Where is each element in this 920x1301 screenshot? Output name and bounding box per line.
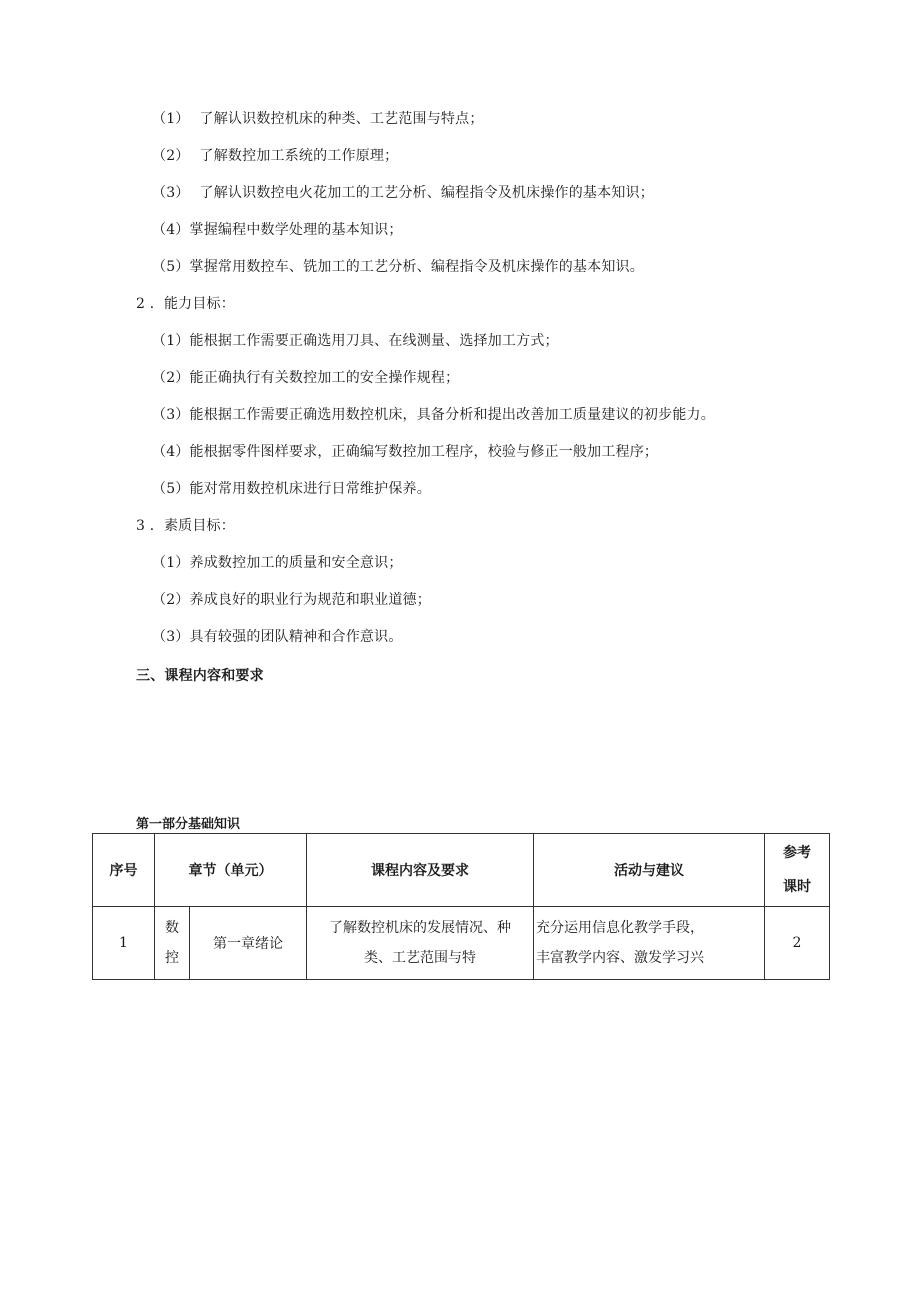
quality-item bbox=[152, 553, 403, 573]
ability-heading: 2 ．能力目标： bbox=[136, 296, 235, 312]
course-table bbox=[92, 833, 830, 980]
quality-item bbox=[152, 590, 431, 610]
part-title: 第一部分基础知识 bbox=[136, 817, 241, 832]
header-chapter: 章节（单元） bbox=[155, 834, 307, 907]
item-number: （5） bbox=[152, 259, 190, 275]
ability-item bbox=[152, 479, 431, 499]
item-number: （3） bbox=[152, 185, 190, 201]
table-row bbox=[93, 907, 830, 980]
item-text: 养成良好的职业行为规范和职业道德； bbox=[189, 592, 431, 608]
quality-heading: 3 ．素质目标： bbox=[136, 518, 235, 534]
cell-activity bbox=[534, 907, 765, 980]
cell-chapter: 第一章绪论 bbox=[190, 907, 307, 980]
item-number: （5） bbox=[152, 481, 190, 497]
item-number: （2） bbox=[152, 592, 190, 608]
knowledge-item bbox=[152, 183, 654, 203]
header-activity: 活动与建议 bbox=[534, 834, 765, 907]
cell-content-line1: 了解数控机床的发展情况、种 bbox=[329, 920, 511, 936]
knowledge-item bbox=[152, 257, 644, 277]
quality-item bbox=[152, 627, 403, 647]
item-text: 能对常用数控机床进行日常维护保养。 bbox=[189, 481, 431, 497]
item-number: （1） bbox=[152, 111, 190, 127]
ability-item bbox=[152, 368, 459, 388]
cell-hours: 2 bbox=[765, 907, 830, 980]
knowledge-item bbox=[152, 109, 484, 129]
item-text: 具有较强的团队精神和合作意识。 bbox=[189, 629, 403, 645]
item-number: （4） bbox=[152, 444, 190, 460]
cell-activity-line2: 丰富教学内容、激发学习兴 bbox=[536, 950, 704, 966]
knowledge-item bbox=[152, 146, 398, 166]
header-content: 课程内容及要求 bbox=[307, 834, 534, 907]
table-header-row bbox=[93, 834, 830, 907]
item-number: （3） bbox=[152, 629, 190, 645]
cell-unit-line2: 控 bbox=[165, 950, 179, 966]
item-text: 能根据零件图样要求，正确编写数控加工程序，校验与修正一般加工程序； bbox=[189, 444, 659, 460]
cell-seq: 1 bbox=[93, 907, 155, 980]
cell-activity-line1: 充分运用信息化教学手段， bbox=[536, 920, 704, 936]
item-text: 掌握常用数控车、铣加工的工艺分析、编程指令及机床操作的基本知识。 bbox=[189, 259, 644, 275]
ability-item bbox=[152, 442, 658, 462]
item-text: 了解认识数控电火花加工的工艺分析、编程指令及机床操作的基本知识； bbox=[199, 185, 654, 201]
item-text: 能根据工作需要正确选用数控机床，具备分析和提出改善加工质量建议的初步能力。 bbox=[189, 407, 715, 423]
item-number: （2） bbox=[152, 370, 190, 386]
item-number: （1） bbox=[152, 555, 190, 571]
cell-content bbox=[307, 907, 534, 980]
cell-content-line2: 类、工艺范围与特 bbox=[364, 950, 476, 966]
section-heading: 三、课程内容和要求 bbox=[136, 668, 264, 684]
item-text: 掌握编程中数学处理的基本知识； bbox=[189, 222, 403, 238]
header-hours-line1: 参考 bbox=[783, 845, 811, 861]
ability-item bbox=[152, 405, 715, 425]
item-number: （3） bbox=[152, 407, 190, 423]
header-seq: 序号 bbox=[93, 834, 155, 907]
ability-item bbox=[152, 331, 559, 351]
item-text: 能正确执行有关数控加工的安全操作规程； bbox=[189, 370, 460, 386]
item-text: 了解数控加工系统的工作原理； bbox=[199, 148, 399, 164]
header-hours-line2: 课时 bbox=[783, 879, 811, 895]
item-text: 养成数控加工的质量和安全意识； bbox=[189, 555, 403, 571]
item-number: （4） bbox=[152, 222, 190, 238]
item-text: 能根据工作需要正确选用刀具、在线测量、选择加工方式； bbox=[189, 333, 559, 349]
knowledge-item bbox=[152, 220, 403, 240]
cell-unit bbox=[155, 907, 190, 980]
item-number: （2） bbox=[152, 148, 190, 164]
header-hours bbox=[765, 834, 830, 907]
item-text: 了解认识数控机床的种类、工艺范围与特点； bbox=[199, 111, 484, 127]
item-number: （1） bbox=[152, 333, 190, 349]
cell-unit-line1: 数 bbox=[165, 920, 179, 936]
